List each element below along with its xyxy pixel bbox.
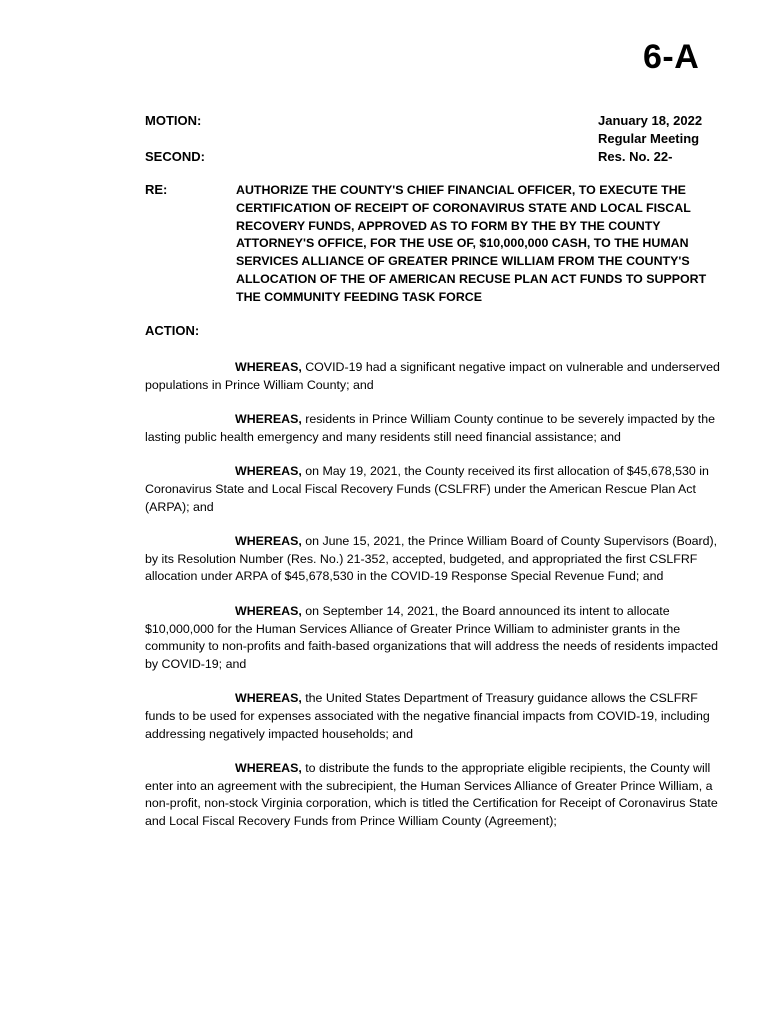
meeting-date: January 18, 2022 — [598, 113, 703, 128]
whereas-paragraph: WHEREAS, COVID-19 had a significant negative impact on vulnerable and underserved populations in Prince William County; and — [145, 360, 720, 392]
resolution-number: Res. No. 22- — [598, 149, 673, 164]
whereas-paragraph: WHEREAS, to distribute the funds to the appropriate eligible recipients, the County will enter into an agreement with the subrecipient, the Human Services Alliance of Greater Prince William, a non-profit, non-stock Virginia corporation, which is titled the Certification for Receipt of Coronavirus State and Local Fiscal Recovery Funds from Prince William County (Agreement); — [145, 761, 718, 828]
whereas-paragraph: WHEREAS, on September 14, 2021, the Board announced its intent to allocate $10,000,000 for the Human Services Alliance of Greater Prince William to administer grants in the community to non-profits and faith-based organizations that will address the needs of residents impacted by COVID-19; and — [145, 603, 719, 671]
whereas-paragraph: WHEREAS, on May 19, 2021, the County received its first allocation of $45,678,530 in Coronavirus State and Local Fiscal Recovery Funds (CSLFRF) under the American Rescue Plan Act (ARPA); and — [145, 464, 709, 514]
meeting-info — [598, 112, 702, 166]
second-label: SECOND: — [145, 149, 205, 164]
agenda-item-number: 6-A — [643, 38, 700, 76]
whereas-paragraph: WHEREAS, residents in Prince William County continue to be severely impacted by the lasting public health emergency and many residents still need financial assistance; and — [145, 412, 715, 444]
re-subject: AUTHORIZE THE COUNTY'S CHIEF FINANCIAL OFFICER, TO EXECUTE THE CERTIFICATION OF RECEIPT OF CORONAVIRUS STATE AND LOCAL FISCAL RECOVERY FUNDS, APPROVED AS TO FORM BY THE BY THE COUNTY ATTORNEY'S OFFICE, FOR THE USE OF, $10,000,000 CASH, TO THE HUMAN SERVICES ALLIANCE OF GREATER PRINCE WILLIAM FROM THE COUNTY'S ALLOCATION OF THE OF AMERICAN RECUSE PLAN ACT FUNDS TO SUPPORT THE COMMUNITY FEEDING TASK FORCE — [236, 183, 707, 304]
motion-block — [145, 112, 205, 166]
whereas-paragraph: WHEREAS, the United States Department of Treasury guidance allows the CSLFRF funds to be used for expenses associated with the negative financial impacts from COVID-19, including addressing negatively impacted households; and — [145, 691, 710, 741]
action-label: ACTION: — [145, 323, 200, 338]
motion-label: MOTION: — [145, 113, 202, 128]
re-label: RE: — [145, 182, 168, 197]
whereas-paragraph: WHEREAS, on June 15, 2021, the Prince William Board of County Supervisors (Board), by its Resolution Number (Res. No.) 21-352, accepted, budgeted, and appropriated the first CSLFRF allocation under ARPA of $45,678,530 in the COVID-19 Response Special Revenue Fund; and — [145, 534, 718, 584]
meeting-type: Regular Meeting — [598, 131, 700, 146]
resolution-body — [145, 359, 730, 847]
